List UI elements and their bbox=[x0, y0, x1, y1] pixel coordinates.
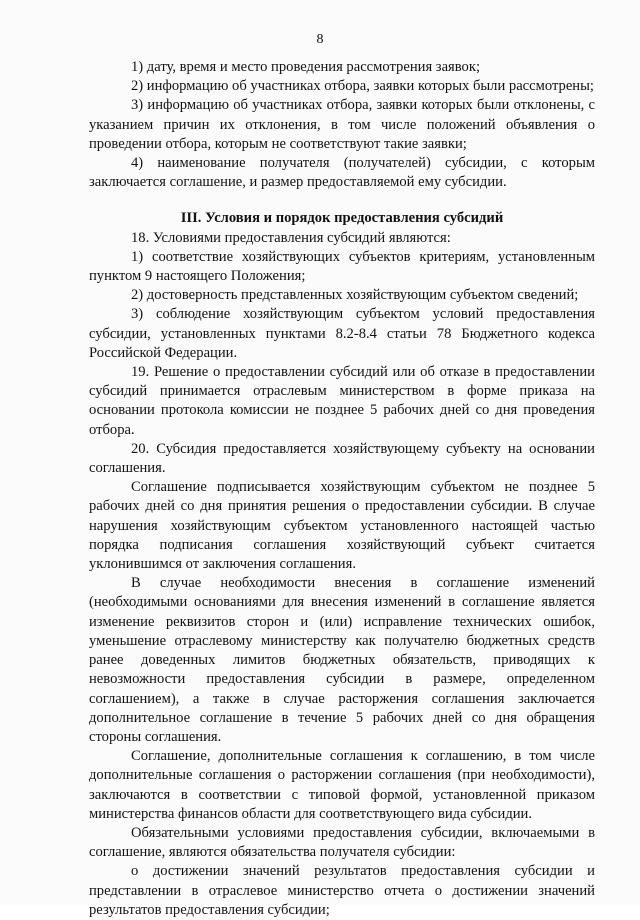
paragraph: о достижении значений результатов предоставления субсидии и представлении в отраслевое министерство отчета о достижении значений результатов предоставления субсидии; bbox=[89, 863, 595, 918]
paragraph: В случае необходимости внесения в соглашение изменений (необходимыми основаниями для внесения изменений в соглашение является изменение реквизитов сторон и (или) исправление технических ошибок, уменьшение отраслевому министерству как получателю бюджетных средств ранее доведенных лимитов бюджетных обязательств, приводящих к невозможности предоставления субсидии в размере, определенном соглашением), а также в случае расторжения соглашения заключается дополнительное соглашение в течение 5 рабочих дней со дня обращения стороны соглашения. bbox=[89, 575, 595, 745]
paragraph: 3) информацию об участниках отбора, заявки которых были отклонены, с указанием причин их отклонения, в том числе положений объявления о проведении отбора, которым не соответствуют такие заявки; bbox=[89, 97, 595, 152]
paragraph: 4) наименование получателя (получателей) субсидии, с которым заключается соглашение, и размер предоставляемой ему субсидии. bbox=[89, 155, 595, 191]
paragraph: Обязательными условиями предоставления субсидии, включаемыми в соглашение, являются обязательства получателя субсидии: bbox=[89, 824, 595, 861]
paragraph: Соглашение подписывается хозяйствующим субъектом не позднее 5 рабочих дней со дня принятия решения о предоставлении субсидии. В случае нарушения хозяйствующим субъектом установленного настоящей частью порядка подписания соглашения хозяйствующий субъект считается уклонившимся от заключения соглашения. bbox=[89, 479, 595, 573]
paragraph: 1) дату, время и место проведения рассмотрения заявок; bbox=[131, 59, 480, 75]
paragraph: 20. Субсидия предоставляется хозяйствующему субъекту на основании соглашения. bbox=[89, 440, 595, 477]
paragraph: 2) достоверность представленных хозяйствующим субъектом сведений; bbox=[131, 287, 579, 304]
paragraph: Соглашение, дополнительные соглашения к соглашению, в том числе дополнительные соглашения о расторжении соглашения (при необходимости), заключаются в соответствии с типовой формой, установленной приказом министерства финансов области для соответствующего вида субсидии. bbox=[89, 748, 595, 822]
page-number: 8 bbox=[316, 32, 324, 47]
paragraph: 3) соблюдение хозяйствующим субъектом условий предоставления субсидии, установленных пунктами 8.2-8.4 статьи 78 Бюджетного кодекса Российской Федерации. bbox=[89, 306, 595, 361]
paragraph: 19. Решение о предоставлении субсидий или об отказе в предоставлении субсидий принимается отраслевым министерством в форме приказа на основании протокола комиссии не позднее 5 рабочих дней со дня проведения отбора. bbox=[89, 364, 595, 438]
section-heading: III. Условия и порядок предоставления субсидий bbox=[180, 210, 504, 227]
paragraph: 1) соответствие хозяйствующих субъектов критериям, установленным пунктом 9 настоящего Положения; bbox=[89, 248, 595, 285]
paragraph: 2) информацию об участниках отбора, заявки которых были рассмотрены; bbox=[131, 78, 594, 95]
document-body bbox=[89, 58, 595, 920]
paragraph: 18. Условиями предоставления субсидий являются: bbox=[131, 229, 451, 246]
